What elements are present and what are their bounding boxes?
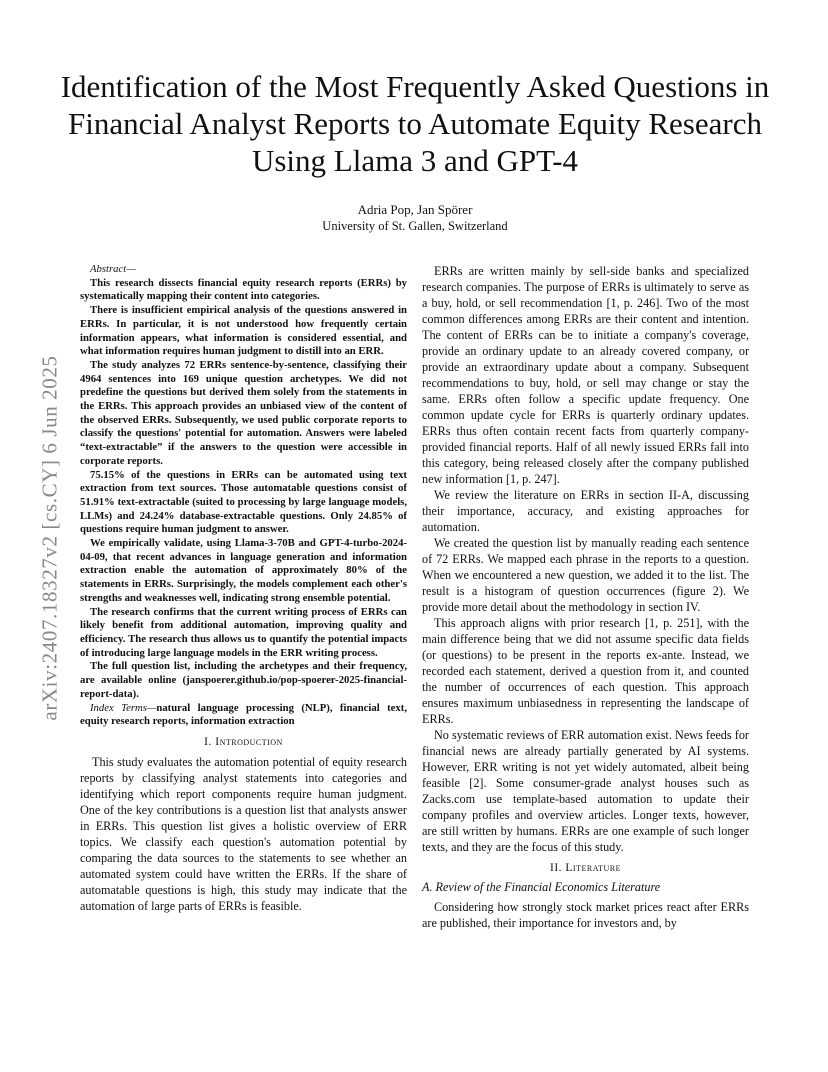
body-paragraph: No systematic reviews of ERR automation exist. News feeds for financial news are already partially generated by AI systems. However, ERR writing is not yet widely automated, albeit being feasible [2]. Some consumer-grade analyst houses such as Zacks.com use template-based automation to update their company profiles and overview articles. Longer texts, however, are still written by humans. ERRs are one example of such longer texts, and they are the focus of this study. (422, 728, 749, 854)
index-terms (80, 702, 407, 729)
paper-authors: Adria Pop, Jan Spörer (357, 202, 473, 217)
subsection-heading: A. Review of the Financial Economics Literature (422, 880, 661, 894)
abstract-paragraph: We empirically validate, using Llama-3-70B and GPT-4-turbo-2024-04-09, that recent advances in language generation and information extraction enable the automation of approximately 80% of the statements in ERRs. Surprisingly, the models complement each other's strengths and weaknesses well, indicating strong ensemble potential. (80, 537, 407, 604)
body-paragraph: ERRs are written mainly by sell-side banks and specialized research companies. The purpose of ERRs is ultimately to serve as a buy, hold, or sell recommendation [1, p. 246]. Two of the most common differences among ERRs are their content and intention. The content of ERRs can be to initiate a company's coverage, provide an ordinary update to an already covered company, or provide an extraordinary update about a company. Subsequent recommendations to buy, hold, or sell may change or stay the same. ERRs often follow a specific update frequency. One common update cycle for ERRs is quarterly ordinary updates. ERRs thus often contain recent facts from quarterly company-provided financial reports. Half of all newly issued ERRs fall into this category, being released closely after the company published new information [1, p. 247]. (422, 264, 749, 486)
abstract-paragraph: The study analyzes 72 ERRs sentence-by-sentence, classifying their 4964 sentences into 169 unique question archetypes. We did not predefine the questions but derived them solely from the statements in the ERRs. This approach provides an unbiased view of the content of the observed ERRs. Subsequently, we used public corporate reports to classify the questions' potential for automation. Answers were labeled “text-extractable” if the answers to the question were accessible in corporate reports. (80, 358, 407, 467)
abstract (80, 263, 407, 729)
right-column (422, 263, 749, 931)
introduction-body (80, 754, 407, 914)
index-terms-heading: Index Terms— (90, 701, 157, 714)
arxiv-stamp: arXiv:2407.18327v2 [cs.CY] 6 Jun 2025 (37, 354, 62, 721)
literature-body (422, 899, 749, 931)
right-body (422, 263, 749, 855)
index-terms-text: natural language processing (NLP), financial text, equity research reports, information extraction (80, 701, 407, 728)
section-heading-introduction: I. Introduction (204, 735, 283, 748)
left-column (80, 263, 407, 914)
paper-title: Identification of the Most Frequently Asked Questions in Financial Analyst Reports to Automate Equity Research Using Llama 3 and GPT-4 (60, 69, 770, 178)
section-heading-literature: II. Literature (550, 862, 621, 874)
abstract-paragraph: 75.15% of the questions in ERRs can be automated using text extraction from text sources. Those automatable questions consist of 51.91% text-extractable (suited to processing by large language models, LLMs) and 24.24% database-extractable questions. Only 24.85% of questions require human judgment to answer. (80, 468, 407, 536)
abstract-paragraph: This research dissects financial equity research reports (ERRs) by systematically mapping their content into categories. (80, 276, 407, 303)
abstract-paragraph: The full question list, including the archetypes and their frequency, are available online (janspoerer.github.io/pop-spoerer-2025-financial-report-data). (80, 660, 407, 700)
abstract-paragraph: The research confirms that the current writing process of ERRs can likely benefit from additional automation, improving quality and efficiency. The research thus allows us to quantify the potential impacts of introducing large language models in the ERR writing process. (80, 605, 407, 659)
body-paragraph: This study evaluates the automation potential of equity research reports by classifying analyst statements into categories and identifying which report components require human judgment. One of the key contributions is a question list that analysts answer in ERRs. This question list gives a holistic overview of ERR topics. We classify each question's automation potential by comparing the data sources to the statements to see whether an automated system could have written the ERRs. If the share of automatable questions is high, this study may indicate that the automation of large parts of ERRs is feasible. (80, 754, 407, 913)
body-paragraph: This approach aligns with prior research [1, p. 251], with the main difference being that we did not assume specific data fields (or questions) to be present in the reports ex-ante. Instead, we recorded each statement, derived a question from it, and counted the number of occurrences of each question. This approach ensures maximum unbiasedness in representing the landscape of ERRs. (422, 616, 749, 726)
body-paragraph: We created the question list by manually reading each sentence of 72 ERRs. We mapped each phrase in the reports to a question. When we encountered a new question, we added it to the list. The result is a histogram of question occurrences (figure 2). We provide more detail about the methodology in section IV. (422, 536, 749, 614)
body-paragraph: Considering how strongly stock market prices react after ERRs are published, their importance for investors and, by (422, 900, 749, 930)
abstract-paragraph: There is insufficient empirical analysis of the questions answered in ERRs. In particular, it is not understood how frequently certain information appears, what information is considered essential, and what information requires human judgment to distill into an ERR. (80, 304, 407, 358)
abstract-heading: Abstract— (90, 263, 136, 275)
paper-affiliation: University of St. Gallen, Switzerland (322, 219, 508, 233)
body-paragraph: We review the literature on ERRs in section II-A, discussing their importance, accuracy, and existing approaches for automation. (422, 488, 749, 534)
